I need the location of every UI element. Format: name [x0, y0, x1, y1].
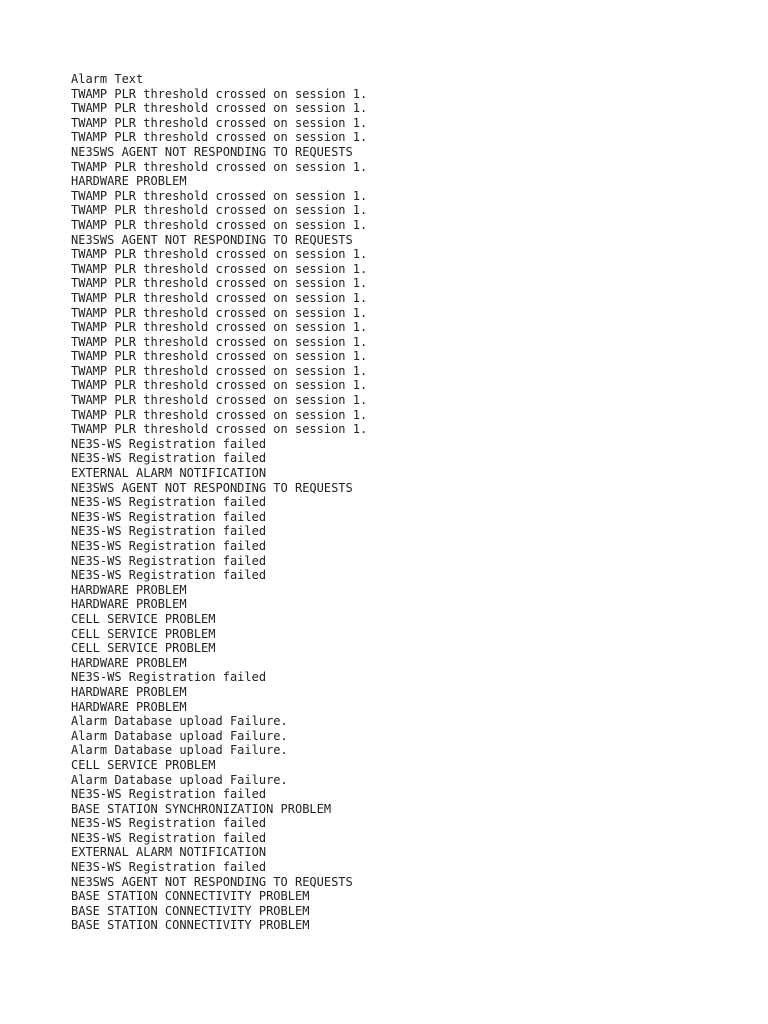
alarm-row: TWAMP PLR threshold crossed on session 1. [71, 188, 368, 203]
alarm-row: HARDWARE PROBLEM [71, 655, 187, 670]
alarm-row: HARDWARE PROBLEM [71, 699, 187, 714]
alarm-row: NE3S-WS Registration failed [71, 860, 267, 875]
alarm-row: TWAMP PLR threshold crossed on session 1. [71, 363, 368, 378]
alarm-row: TWAMP PLR threshold crossed on session 1. [71, 334, 368, 349]
alarm-row: CELL SERVICE PROBLEM [71, 611, 216, 626]
alarm-list [71, 87, 751, 933]
column-header: Alarm Text [71, 72, 144, 86]
alarm-row: NE3S-WS Registration failed [71, 553, 267, 568]
alarm-row: TWAMP PLR threshold crossed on session 1. [71, 217, 368, 232]
alarm-row: NE3SWS AGENT NOT RESPONDING TO REQUESTS [71, 480, 353, 495]
alarm-row: CELL SERVICE PROBLEM [71, 641, 216, 656]
alarm-row: TWAMP PLR threshold crossed on session 1. [71, 159, 368, 174]
alarm-row: Alarm Database upload Failure. [71, 772, 288, 787]
alarm-row: CELL SERVICE PROBLEM [71, 626, 216, 641]
alarm-row: NE3S-WS Registration failed [71, 451, 267, 466]
alarm-row: NE3S-WS Registration failed [71, 568, 267, 583]
alarm-row: TWAMP PLR threshold crossed on session 1. [71, 393, 368, 408]
alarm-row: TWAMP PLR threshold crossed on session 1. [71, 349, 368, 364]
alarm-row: TWAMP PLR threshold crossed on session 1. [71, 130, 368, 145]
alarm-row: TWAMP PLR threshold crossed on session 1. [71, 320, 368, 335]
alarm-row: NE3S-WS Registration failed [71, 524, 267, 539]
alarm-row: NE3SWS AGENT NOT RESPONDING TO REQUESTS [71, 232, 353, 247]
alarm-row: BASE STATION CONNECTIVITY PROBLEM [71, 903, 310, 918]
alarm-row: TWAMP PLR threshold crossed on session 1. [71, 422, 368, 437]
alarm-row: HARDWARE PROBLEM [71, 597, 187, 612]
alarm-row: NE3S-WS Registration failed [71, 436, 267, 451]
alarm-row: TWAMP PLR threshold crossed on session 1. [71, 86, 368, 101]
alarm-row: TWAMP PLR threshold crossed on session 1. [71, 305, 368, 320]
alarm-row: NE3S-WS Registration failed [71, 670, 267, 685]
alarm-row: NE3S-WS Registration failed [71, 787, 267, 802]
alarm-row: BASE STATION CONNECTIVITY PROBLEM [71, 918, 310, 933]
alarm-row: HARDWARE PROBLEM [71, 174, 187, 189]
alarm-row: EXTERNAL ALARM NOTIFICATION [71, 466, 267, 481]
alarm-row: Alarm Database upload Failure. [71, 743, 288, 758]
alarm-row: TWAMP PLR threshold crossed on session 1. [71, 276, 368, 291]
alarm-row: HARDWARE PROBLEM [71, 582, 187, 597]
alarm-row: Alarm Database upload Failure. [71, 728, 288, 743]
alarm-row: TWAMP PLR threshold crossed on session 1. [71, 115, 368, 130]
alarm-text-document [71, 72, 751, 933]
alarm-row: Alarm Database upload Failure. [71, 714, 288, 729]
alarm-row: TWAMP PLR threshold crossed on session 1. [71, 101, 368, 116]
alarm-row: NE3S-WS Registration failed [71, 495, 267, 510]
alarm-row: TWAMP PLR threshold crossed on session 1. [71, 261, 368, 276]
alarm-row: TWAMP PLR threshold crossed on session 1. [71, 407, 368, 422]
alarm-row: NE3S-WS Registration failed [71, 539, 267, 553]
alarm-row: NE3SWS AGENT NOT RESPONDING TO REQUESTS [71, 874, 353, 889]
alarm-row: TWAMP PLR threshold crossed on session 1. [71, 290, 368, 305]
alarm-row: BASE STATION CONNECTIVITY PROBLEM [71, 889, 310, 904]
alarm-row: HARDWARE PROBLEM [71, 684, 187, 699]
alarm-row: BASE STATION SYNCHRONIZATION PROBLEM [71, 801, 332, 816]
alarm-row: NE3S-WS Registration failed [71, 816, 267, 831]
alarm-row: NE3S-WS Registration failed [71, 509, 267, 524]
alarm-row: NE3SWS AGENT NOT RESPONDING TO REQUESTS [71, 144, 353, 159]
alarm-row: NE3S-WS Registration failed [71, 830, 267, 845]
alarm-row: EXTERNAL ALARM NOTIFICATION [71, 845, 267, 860]
alarm-row: TWAMP PLR threshold crossed on session 1. [71, 378, 368, 393]
alarm-row: CELL SERVICE PROBLEM [71, 757, 216, 772]
alarm-row: TWAMP PLR threshold crossed on session 1. [71, 247, 368, 262]
alarm-row: TWAMP PLR threshold crossed on session 1. [71, 203, 368, 218]
